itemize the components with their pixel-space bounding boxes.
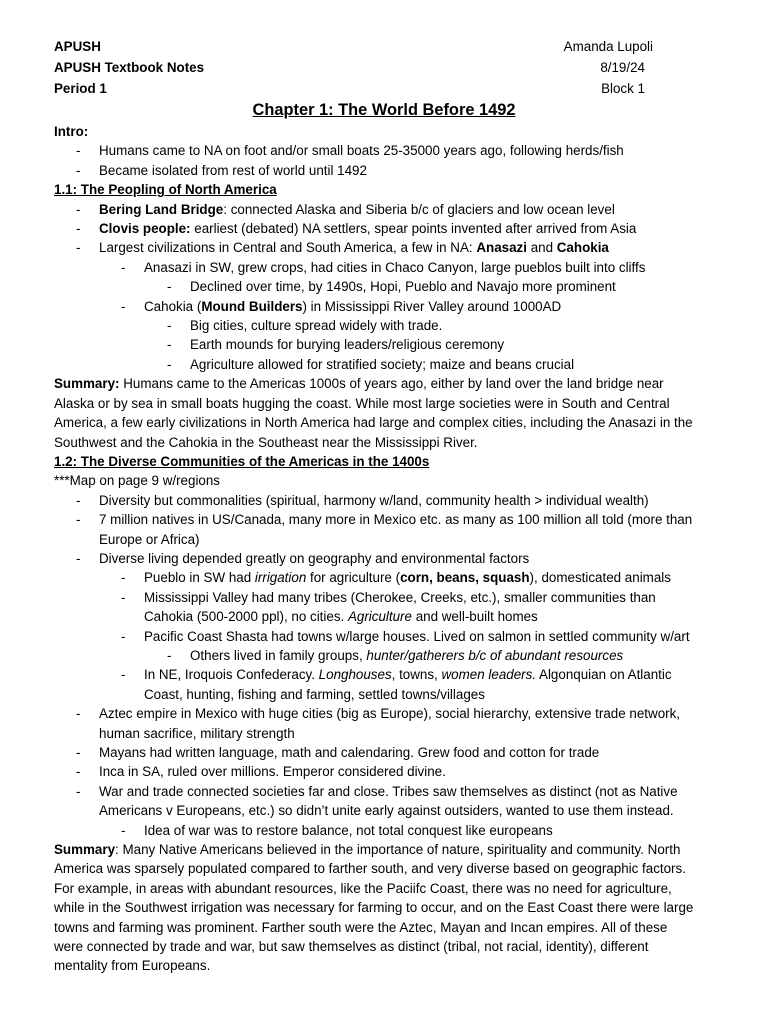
list-item: - Anasazi in SW, grew crops, had cities in Chaco Canyon, large pueblos built into cliffs [121,259,646,275]
summary-1-2: Summary: Many Native Americans believed in the importance of nature, spirituality and community. North America was sparsely populated compared to farther south, and very diverse based on geographic factors. For example, in areas with abundant resources, like the Paciifc Coast, there was no need for agriculture, while in the Southwest irrigation was necessary for farming to occur, and on the East Coast there were large towns and farming was prominent. Farther south were the Aztec, Mayan and Incan empires. All of these were connected by trade and war, but saw themselves as distinct (tribal, not racial, identity), different mentality from Europeans. [54,842,694,974]
section-heading-1-1: 1.1: The Peopling of North America [54,182,277,198]
list-item: - Others lived in family groups, hunter/gatherers b/c of abundant resources [167,647,624,663]
student-name: Amanda Lupoli [563,39,653,54]
list-item: - Cahokia (Mound Builders) in Mississippi River Valley around 1000AD [121,298,562,314]
list-item: - Diverse living depended greatly on geography and environmental factors [76,550,530,566]
course-label: APUSH [54,39,101,54]
period-label: Period 1 [54,81,107,96]
header-row-2 [54,57,714,78]
list-item: - Idea of war was to restore balance, not total conquest like europeans [121,822,553,838]
section-heading-1-2: 1.2: The Diverse Communities of the Americas in the 1400s [54,453,430,469]
list-item: - Diversity but commonalities (spiritual, harmony w/land, community health > individual wealth) [76,492,649,508]
list-item: - 7 million natives in US/Canada, many more in Mexico etc. as many as 100 million all told (more than Europe or Africa) [76,512,693,547]
list-item: - War and trade connected societies far and close. Tribes saw themselves as distinct (not as Native Americans v Europeans, etc.) so didn’t unite early against outsiders, wanted to use them instead. [76,783,678,819]
list-item: - Humans came to NA on foot and/or small boats 25-35000 years ago, following herds/fish [76,143,624,159]
date-label: 8/19/24 [600,60,645,75]
list-item: - Big cities, culture spread widely with trade. [167,318,443,334]
list-item: - Declined over time, by 1490s, Hopi, Pueblo and Navajo more prominent [167,279,616,295]
list-item: - Pacific Coast Shasta had towns w/large houses. Lived on salmon in settled community w/art [121,628,690,644]
list-item: - Aztec empire in Mexico with huge cities (big as Europe), social hierarchy, extensive trade network, human sacrifice, military strength [76,706,681,741]
list-item: - Became isolated from rest of world until 1492 [76,162,367,178]
list-item: - Mayans had written language, math and calendaring. Grew food and cotton for trade [76,745,600,760]
header-row-3 [54,78,714,99]
list-item: - Inca in SA, ruled over millions. Emperor considered divine. [76,764,446,780]
notes-label: APUSH Textbook Notes [54,60,205,75]
summary-1-1: Summary: Humans came to the Americas 1000s of years ago, either by land over the land bridge near Alaska or by sea in small boats hugging the coast. While most large societies were in South and Central America, a few early civilizations in North America had large and complex cities, including the Anasazi in the Southwest and the Cahokia in the Southeast near the Mississippi River. [54,376,693,450]
document-page [54,36,714,976]
list-item: - In NE, Iroquois Confederacy. Longhouses, towns, women leaders. Algonquian on Atlantic Coast, hunting, fishing and farming, settled towns/villages [121,667,672,702]
intro-heading: Intro: [54,124,89,139]
list-item: - Largest civilizations in Central and South America, a few in NA: Anasazi and Cahokia [76,240,609,256]
page-title: Chapter 1: The World Before 1492 [252,101,516,119]
map-note: ***Map on page 9 w/regions [54,473,221,489]
list-item: - Clovis people: earliest (debated) NA settlers, spear points invented after arrived from Asia [76,221,637,237]
list-item: - Bering Land Bridge: connected Alaska and Siberia b/c of glaciers and low ocean level [76,201,615,217]
block-label: Block 1 [601,81,645,96]
list-item: - Earth mounds for burying leaders/religious ceremony [167,337,505,353]
list-item: - Agriculture allowed for stratified society; maize and beans crucial [167,356,575,372]
list-item: - Pueblo in SW had irrigation for agriculture (corn, beans, squash), domesticated animals [121,570,671,586]
header-row-1 [54,36,714,57]
list-item: - Mississippi Valley had many tribes (Cherokee, Creeks, etc.), smaller communities than Cahokia (500-2000 ppl), no cities. Agriculture and well-built homes [121,589,656,625]
